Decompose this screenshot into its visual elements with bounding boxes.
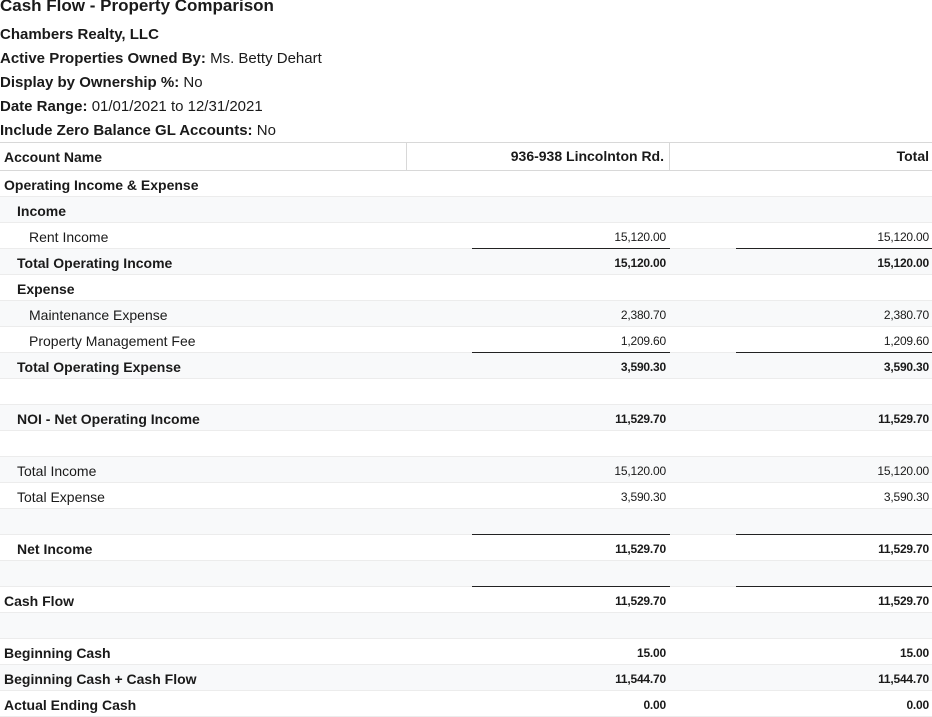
header-total[interactable]: Total [896, 148, 929, 164]
owner-value: Ms. Betty Dehart [210, 50, 322, 67]
table-body [0, 171, 932, 717]
owner-label: Active Properties Owned By: [0, 50, 206, 67]
row-value-property: 2,380.70 [620, 308, 666, 322]
ownership-value: No [183, 74, 203, 91]
row-value-property: 15,120.00 [614, 464, 666, 478]
row-value-property: 15,120.00 [614, 230, 666, 244]
table-row [0, 327, 932, 353]
table-row [0, 613, 932, 639]
row-value-total: 15,120.00 [877, 464, 929, 478]
row-value-property: 11,544.70 [615, 672, 666, 686]
row-value-total: 11,529.70 [878, 594, 929, 608]
zero-balance-value: No [256, 122, 276, 139]
table-row [0, 275, 932, 301]
table-row [0, 691, 932, 717]
table-row [0, 561, 932, 587]
row-value-total: 11,529.70 [878, 412, 929, 426]
row-label: Beginning Cash + Cash Flow [4, 671, 197, 687]
table-row [0, 535, 932, 561]
row-label: Operating Income & Expense [4, 177, 199, 193]
ownership-line [0, 74, 203, 91]
total-overline [736, 586, 932, 587]
date-range-label: Date Range: [0, 98, 88, 115]
date-range-value: 01/01/2021 to 12/31/2021 [91, 98, 263, 115]
row-label: Expense [17, 281, 75, 297]
total-overline [472, 586, 670, 587]
table-row [0, 509, 932, 535]
row-value-property: 1,209.60 [620, 334, 666, 348]
row-label: Beginning Cash [4, 645, 111, 661]
owner-line [0, 50, 322, 67]
row-value-total: 0.00 [906, 698, 929, 712]
zero-balance-line [0, 122, 276, 139]
row-label: Total Income [17, 463, 97, 479]
table-row [0, 223, 932, 249]
row-label: Maintenance Expense [29, 307, 168, 323]
row-label: Cash Flow [4, 593, 75, 609]
table-row [0, 249, 932, 275]
row-label: Property Management Fee [29, 333, 196, 349]
header-account-name[interactable]: Account Name [4, 149, 103, 165]
row-value-total: 2,380.70 [883, 308, 929, 322]
table-row [0, 197, 932, 223]
table-row [0, 483, 932, 509]
row-value-total: 15.00 [899, 646, 929, 660]
cash-flow-table [0, 142, 932, 717]
table-row [0, 379, 932, 405]
row-label: Total Operating Expense [17, 359, 181, 375]
row-value-property: 3,590.30 [620, 490, 666, 504]
row-label: Income [17, 203, 67, 219]
date-range-line [0, 98, 263, 115]
total-overline [736, 534, 932, 535]
row-value-total: 11,529.70 [878, 542, 929, 556]
row-label: Actual Ending Cash [4, 697, 137, 713]
row-value-total: 15,120.00 [877, 230, 929, 244]
table-row [0, 639, 932, 665]
row-label: Net Income [17, 541, 93, 557]
row-value-property: 11,529.70 [615, 412, 666, 426]
table-row [0, 457, 932, 483]
row-value-property: 15.00 [636, 646, 666, 660]
row-label: Total Expense [17, 489, 105, 505]
row-value-property: 0.00 [643, 698, 666, 712]
row-value-property: 15,120.00 [614, 256, 666, 270]
table-row [0, 431, 932, 457]
company-name: Chambers Realty, LLC [0, 26, 159, 43]
table-row [0, 301, 932, 327]
table-header-row [0, 142, 932, 171]
total-overline [472, 534, 670, 535]
row-value-total: 15,120.00 [877, 256, 929, 270]
row-label: NOI - Net Operating Income [17, 411, 200, 427]
row-value-property: 3,590.30 [620, 360, 666, 374]
row-value-total: 3,590.30 [883, 360, 929, 374]
row-label: Total Operating Income [17, 255, 173, 271]
table-row [0, 405, 932, 431]
table-row [0, 665, 932, 691]
row-value-property: 11,529.70 [615, 594, 666, 608]
zero-balance-label: Include Zero Balance GL Accounts: [0, 122, 253, 139]
row-value-total: 3,590.30 [883, 490, 929, 504]
table-row [0, 353, 932, 379]
header-property[interactable]: 936-938 Lincolnton Rd. [406, 143, 670, 170]
row-value-total: 1,209.60 [883, 334, 929, 348]
row-value-property: 11,529.70 [615, 542, 666, 556]
ownership-label: Display by Ownership %: [0, 74, 180, 91]
row-label: Rent Income [29, 229, 109, 245]
table-row [0, 587, 932, 613]
report-title: Cash Flow - Property Comparison [0, 0, 274, 15]
row-value-total: 11,544.70 [878, 672, 929, 686]
table-row [0, 171, 932, 197]
